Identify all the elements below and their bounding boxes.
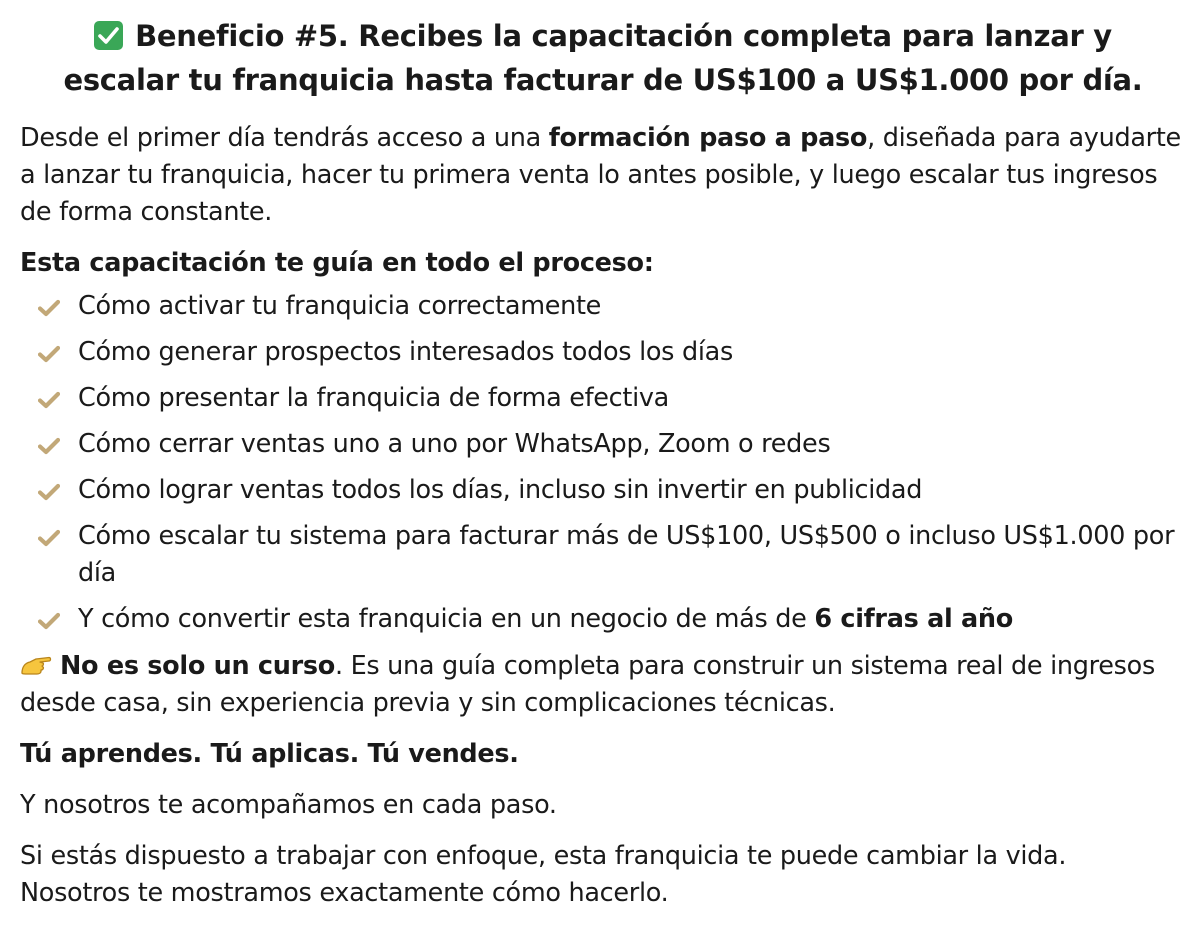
note-bold-text: No es solo un curso (60, 651, 335, 681)
check-mark-button-icon (94, 21, 123, 50)
list-item-text: Cómo generar prospectos interesados todos los días (78, 337, 733, 367)
list-item (20, 288, 1186, 325)
intro-paragraph (20, 120, 1186, 231)
benefit-heading (20, 14, 1186, 102)
checkmark-icon (38, 529, 60, 547)
list-item-text: Cómo presentar la franquicia de forma efectiva (78, 383, 669, 413)
list-item (20, 472, 1186, 509)
closing-line-2: Nosotros te mostramos exactamente cómo hacerlo. (20, 878, 669, 908)
heading-line-2: escalar tu franquicia hasta facturar de US$100 a US$1.000 por día. (63, 63, 1143, 97)
intro-text-after: , diseñada para ayudarte a lanzar tu franquicia, hacer tu primera venta lo antes posible, y luego escalar tus ingresos de forma constante. (20, 123, 1181, 227)
checkmark-icon (38, 345, 60, 363)
list-item (20, 518, 1186, 592)
closing-line-1: Si estás dispuesto a trabajar con enfoque, esta franquicia te puede cambiar la vida. (20, 841, 1067, 871)
tagline: Tú aprendes. Tú aplicas. Tú vendes. (20, 739, 519, 769)
intro-text-before: Desde el primer día tendrás acceso a una (20, 123, 549, 153)
list-item-text: Cómo lograr ventas todos los días, incluso sin invertir en publicidad (78, 475, 923, 505)
closing-paragraph (20, 838, 1186, 912)
list-item-text: Y cómo convertir esta franquicia en un negocio de más de (78, 604, 815, 634)
list-item-text: Cómo escalar tu sistema para facturar más de US$100, US$500 o incluso US$1.000 por día (78, 521, 1175, 588)
list-item-text: Cómo activar tu franquicia correctamente (78, 291, 602, 321)
heading-line-1: Beneficio #5. Recibes la capacitación completa para lanzar y (135, 19, 1112, 53)
list-item (20, 601, 1186, 638)
list-item (20, 426, 1186, 463)
checkmark-icon (38, 299, 60, 317)
accompany-text: Y nosotros te acompañamos en cada paso. (20, 790, 557, 820)
list-item (20, 380, 1186, 417)
pointing-hand-icon (20, 654, 52, 676)
training-list (20, 288, 1186, 638)
checkmark-icon (38, 437, 60, 455)
list-item-text: Cómo cerrar ventas uno a uno por WhatsApp, Zoom o redes (78, 429, 831, 459)
intro-bold-text: formación paso a paso (548, 123, 868, 153)
checkmark-icon (38, 391, 60, 409)
checkmark-icon (38, 612, 60, 630)
process-subheading: Esta capacitación te guía en todo el proceso: (20, 248, 654, 278)
note-paragraph (20, 648, 1186, 722)
list-item (20, 334, 1186, 371)
checkmark-icon (38, 483, 60, 501)
list-item-bold-text: 6 cifras al año (814, 604, 1013, 634)
note-text: . Es una guía completa para construir un sistema real de ingresos desde casa, sin experiencia previa y sin complicaciones técnicas. (20, 651, 1155, 718)
